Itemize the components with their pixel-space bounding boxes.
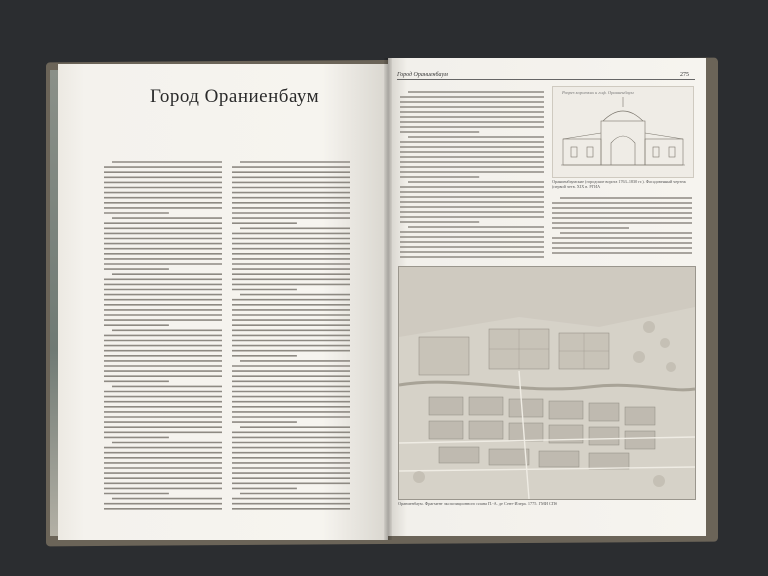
map-figure-caption: Ораниенбаум. Фрагмент экспозиционного плана П.-А. де Сент-Илера. 1775. ГМИ СПб xyxy=(398,501,558,506)
page-number: 275 xyxy=(680,72,689,78)
town-plan-map-icon xyxy=(399,267,695,499)
gate-figure-caption: Ораниенбаумские (городские ворота 1763–1830 гг.). Фасадовенный чертеж (первой четв. XIX в. РГИА xyxy=(552,179,686,189)
right-page-text-column-2 xyxy=(552,196,692,258)
left-page-text-column-2 xyxy=(232,160,350,510)
left-page-text-column-1 xyxy=(104,160,222,510)
town-plan-map-figure xyxy=(398,266,696,500)
right-page-text-column xyxy=(400,90,544,260)
gate-drawing-figure xyxy=(552,86,694,178)
chapter-title: Город Ораниенбаум xyxy=(150,86,320,107)
gate-figure-inscription: Разрез коротких и гоф. Ораниенбаум xyxy=(562,90,634,95)
running-head: Город Ораниенбаум xyxy=(397,72,695,80)
book-gutter xyxy=(384,58,392,540)
gate-drawing-icon xyxy=(553,87,693,177)
